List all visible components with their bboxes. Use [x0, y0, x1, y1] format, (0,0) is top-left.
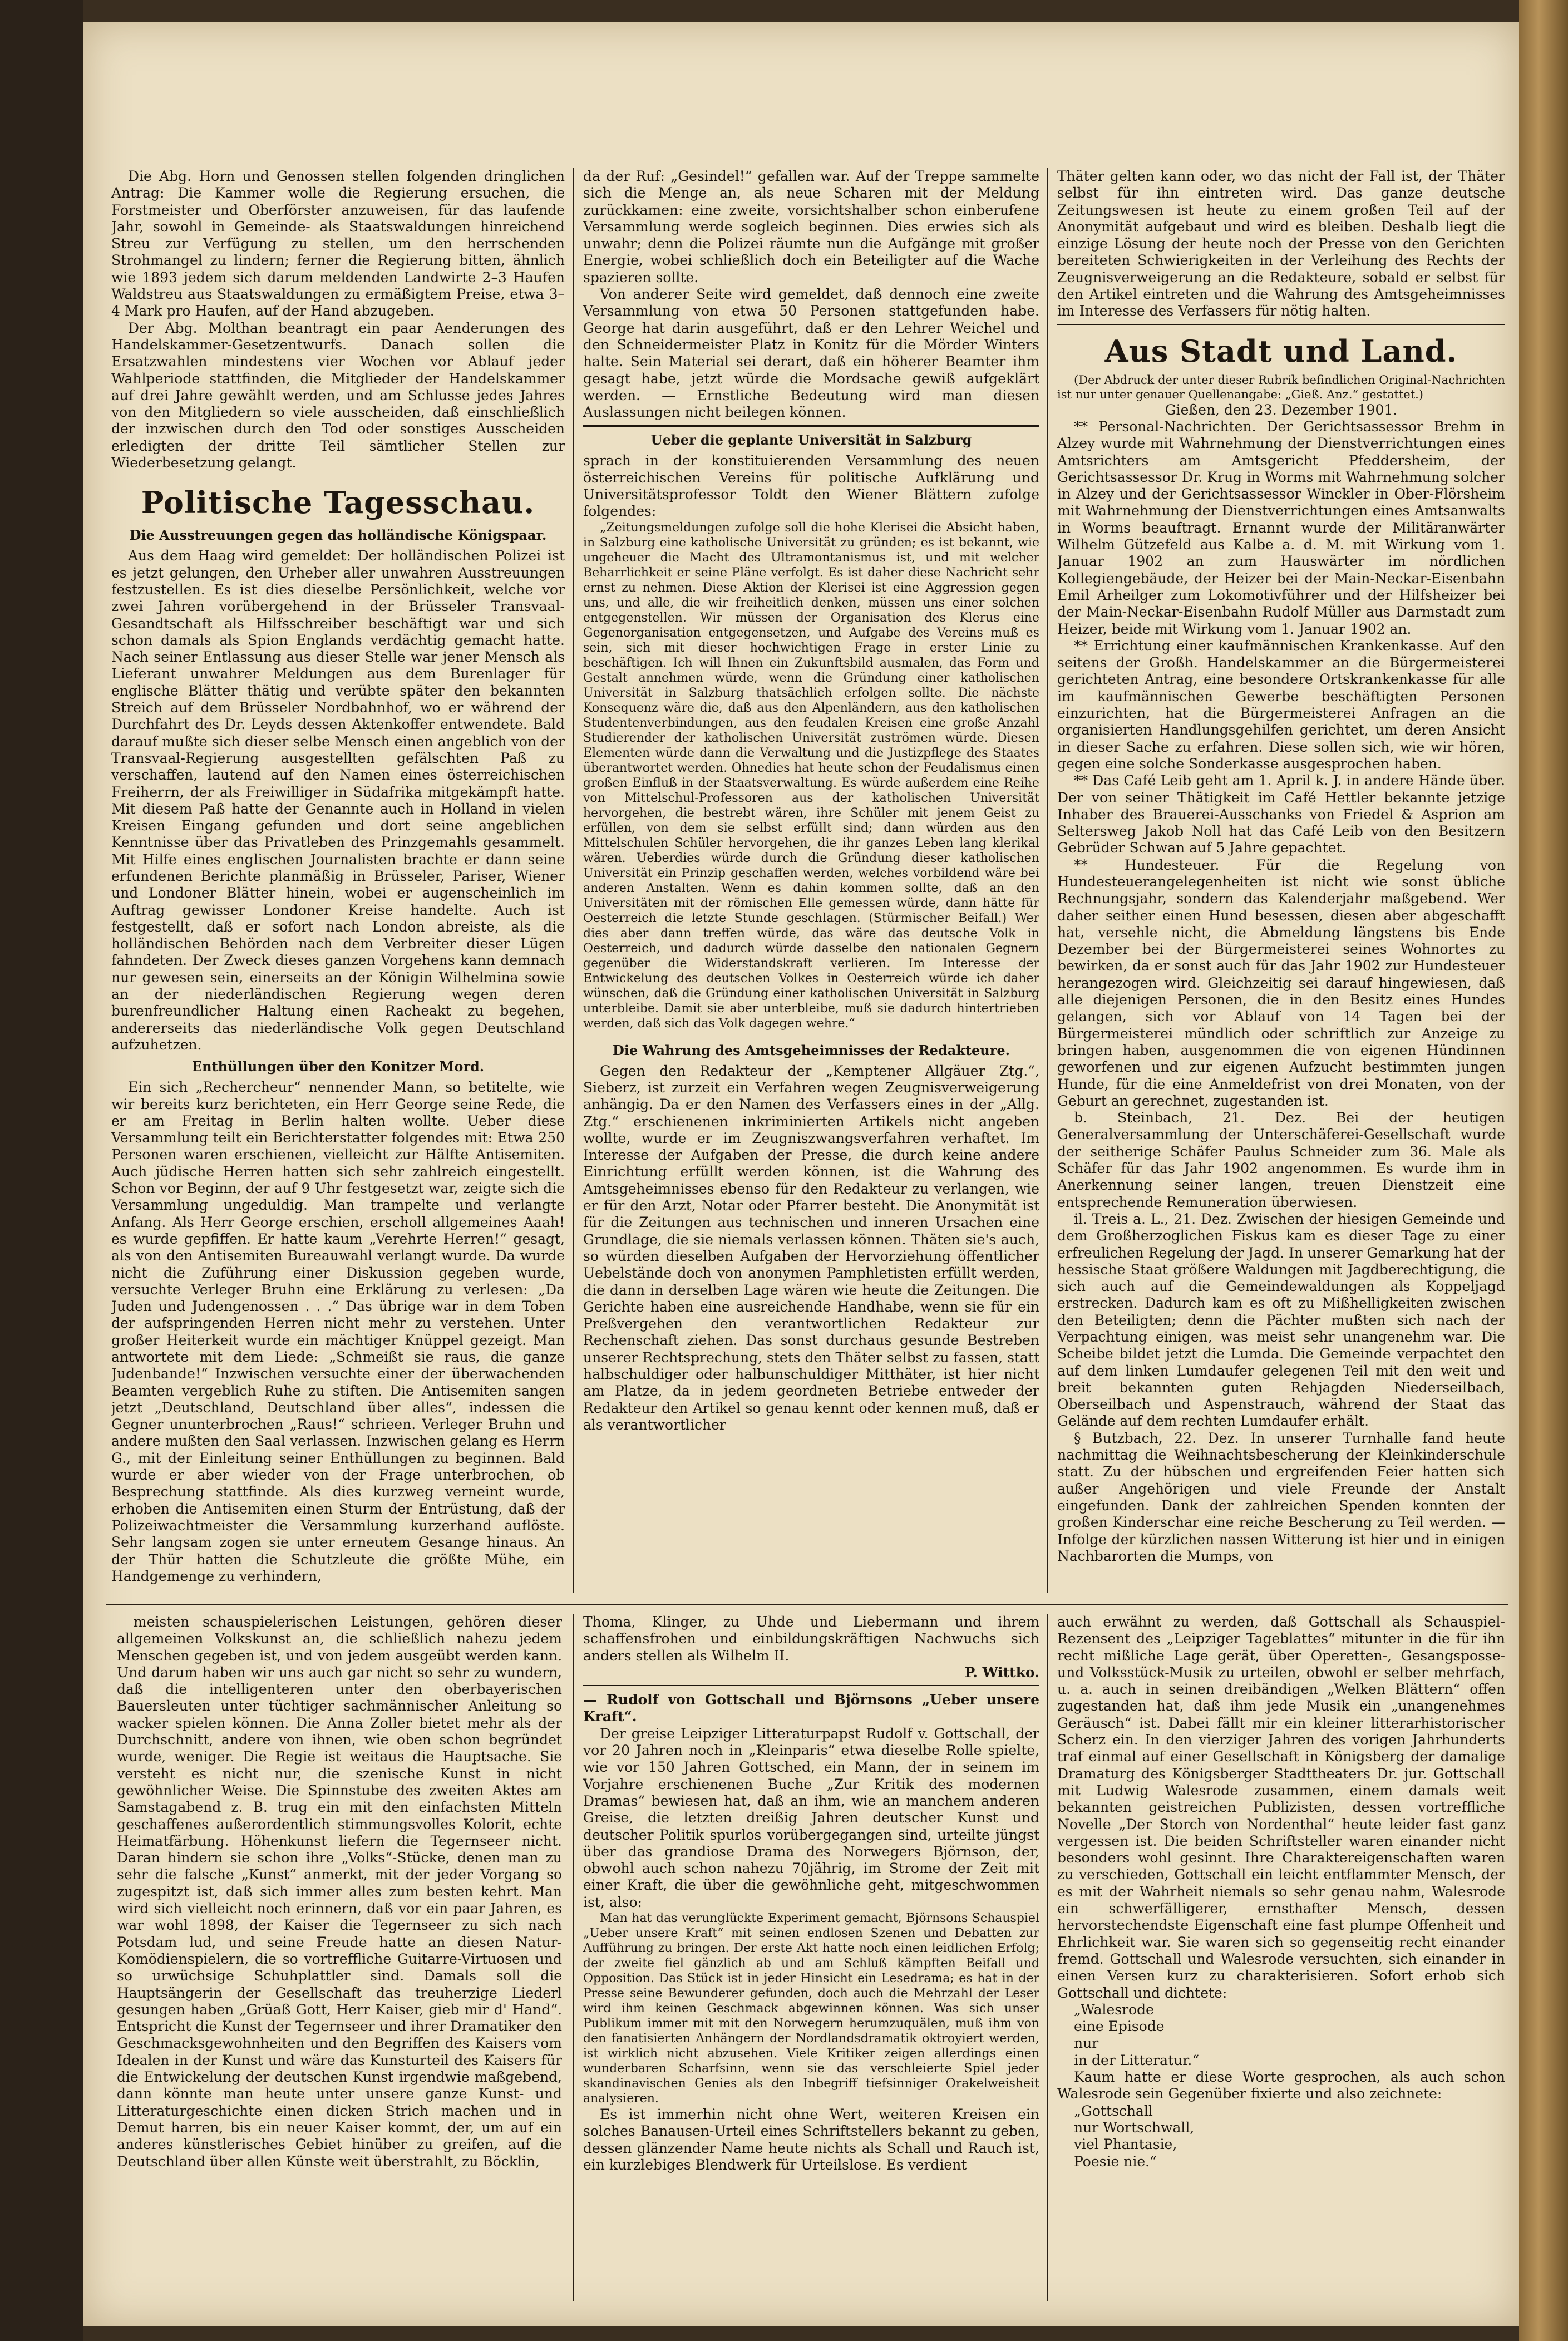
column-3 [1057, 168, 1505, 1593]
poem-line: nur [1074, 2035, 1099, 2052]
article-gottschall-body: Der greise Leipziger Litteraturpapst Rudolf v. Gottschall, der vor 20 Jahren noch in „Kleinparis“ etwa dieselbe Rolle spielte, wie vor 150 Jahren Gottsched, ein Mann, der in seinem im Vorjahre erschienenen Buche „Zur Kritik des modernen Dramas“ bewiesen hat, daß an ihm, wie an manchem anderen Greise, die letzten dreißig Jahren deutscher Kunst und deutscher Politik spurlos vorübergegangen sind, urteilte jüngst über das grandiose Drama des Norwegers Björnson, der, obwohl auch schon nahezu 70jährig, im Strome der Zeit mit einer Kraft, die über die gewöhnliche geht, mitgeschwommen ist, also: [583, 1725, 1039, 1910]
poem-walesrode [1057, 2002, 1505, 2069]
column-divider-2 [1047, 168, 1048, 1593]
article-konitzer-body: Ein sich „Rechercheur“ nennender Mann, so betitelte, wie wir bereits kurz berichteten, ein Herr George seine Rede, die er am Freitag in Berlin halten wollte. Ueber diese Versammlung teilt ein Berichterstatter folgendes mit: Etwa 250 Personen waren erschienen, vielleicht zur Hälfte Antisemiten. Auch jüdische Herren hatten sich sehr zahlreich eingestellt. Schon vor Beginn, der auf 9 Uhr festgesetzt war, zeigte sich die Versammlung ungeduldig. Man trampelte und verlangte Anfang. Als Herr George erschien, erscholl allgemeines Aaah! es wurde gepfiffen. Er hatte kaum „Verehrte Herren!“ gesagt, als von den Antisemiten Bureauwahl verlangt wurde. Da wurde nicht die Zuführung einer Diskussion gegeben wurde, versuchte Verleger Bruhn eine Erklärung zu verlesen: „Da Juden und Judengenossen . . .“ Das übrige war in dem Toben der aufspringenden Herren nicht mehr zu verstehen. Unter großer Heiterkeit wurde ein mächtiger Knüppel gezeigt. Man antwortete mit dem Liede: „Schmeißt sie raus, die ganze Judenbande!“ Inzwischen versuchte einer der überwachenden Beamten vergeblich Ruhe zu stiften. Die Antisemiten sangen jetzt „Deutschland, Deutschland über alles“, indessen die Gegner ununterbrochen „Raus!“ schrieen. Verleger Bruhn und andere mußten den Saal verlassen. Inzwischen gelang es Herrn G., mit der Einleitung seiner Enthüllungen zu beginnen. Bald wurde er aber wieder von der Frage unterbrochen, ob Besprechung stattfinde. Als dies kurzweg verneint wurde, erhoben die Antisemiten einen Sturm der Entrüstung, daß der Polizeiwachtmeister die Versammlung kurzerhand auflöste. Sehr langsam zogen sie unter erneutem Gesange hinaus. An der Thür hatten die Schutzleute die größte Mühe, ein Handgemenge zu verhindern, [111, 1079, 565, 1584]
article-heading-amtsgeheimnis: Die Wahrung des Amtsgeheimnisses der Redakteure. [613, 1042, 1010, 1058]
paragraph-konitzer-continued: da der Ruf: „Gesindel!“ gefallen war. Auf der Treppe sammelte sich die Menge an, als neue Scharen mit der Meldung zurückkamen: eine zweite, vorsichtshalber schon einberufene Versammlung werde sogleich beginnen. Dies erwies sich als unwahr; denn die Polizei räumte nun die Aufgänge mit großer Energie, wobei schließlich doch ein Beteiligter auf die Wache spazieren sollte. [583, 168, 1039, 285]
article-rule [583, 425, 1039, 427]
local-krankenkasse: ** Errichtung einer kaufmännischen Krankenkasse. Auf den seitens der Großh. Handelskammer an die Bürgermeisterei gerichteten Antrag, eine besondere Ortskrankenkasse für alle im kaufmännischen Gewerbe beschäftigten Personen einzurichten, hat die Bürgermeisterei Anfragen an die organisierten Handlungsgehilfen gerichtet, um deren Ansicht in dieser Sache zu erfahren. Diese sollen sich, wie wir hören, gegen eine solche Sonderkasse ausgesprochen haben. [1057, 637, 1505, 772]
article-rule [583, 1685, 1039, 1687]
background-left [0, 0, 83, 2341]
paragraph-horn-antrag: Die Abg. Horn und Genossen stellen folgenden dringlichen Antrag: Die Kammer wolle die Regierung ersuchen, die Forstmeister und Oberförster anzuweisen, für das laufende Jahr, sowohl in Gemeinde- als Staatswaldungen hinreichend Streu zur Verfügung zu stellen, um den herrschenden Strohmangel zu lindern; ferner die Regierung bitten, ähnlich wie 1893 jedem sich darum meldenden Landwirte 2–3 Haufen Waldstreu aus Staatswaldungen zu ermäßigtem Preise, etwa 3–4 Mark pro Haufen, auf der Hand abzugeben. [111, 168, 565, 319]
local-cafe-leib: ** Das Café Leib geht am 1. April k. J. in andere Hände über. Der von seiner Thätigkeit im Café Hettler bekannte jetzige Inhaber des Brauerei-Ausschanks von Friedel & Asprion am Seltersweg Jakob Noll hat das Café Leib von den Besitzern Gebrüder Schwan auf 5 Jahre gepachtet. [1057, 772, 1505, 856]
article-salzburg-intro: sprach in der konstituierenden Versammlung des neuen österreichischen Vereins für politische Aufklärung und Universitätsprofessor Toldt den Wiener Blättern zufolge folgendes: [583, 452, 1039, 520]
column-divider-1 [573, 168, 574, 1593]
paragraph-george-versammlung: Von anderer Seite wird gemeldet, daß dennoch eine zweite Versammlung von etwa 50 Personen stattgefunden habe. George hat darin ausgeführt, daß er den Lehrer Weichel und den Schneidermeister Platz in Konitz für die Mörder Winters halte. Sein Material sei derart, daß ein höherer Beamter ihm gesagt habe, jetzt würde die Mordsache gewiß aufgeklärt werden. — Ernstliche Bedeutung wird man diesen Auslassungen nicht beilegen können. [583, 286, 1039, 421]
feuilleton-tegernseer-end: Thoma, Klinger, zu Uhde und Liebermann und ihrem schaffensfrohen und einbildungskräftigen Nachwuchs sich anders stellen als Wilhelm II. [583, 1614, 1039, 1664]
poem-line: „Walesrode [1074, 2001, 1154, 2018]
feuilleton-tegernseer: meisten schauspielerischen Leistungen, gehören dieser allgemeinen Volkskunst an, die schließlich nahezu jedem Menschen gegeben ist, und von jedem ausgeübt werden kann. Und darum haben wir uns auch gar nicht so sehr zu wundern, daß die intelligenteren unter den oberbayerischen Bauersleuten unter tüchtiger sachmännischer Anleitung so wacker spielen können. Die Anna Zoller bietet mehr als der Durchschnitt, andere von ihnen, wie oben schon begründet wurde, weniger. Die Regie ist weitaus die Hauptsache. Sie versteht es nicht nur, die szenische Kunst in nicht gewöhnlicher Weise. Die Spinnstube des zweiten Aktes am Samstagabend z. B. trug ein mit den einfachsten Mitteln geschaffenes außerordentlich stimmungsvolles Kolorit, echte Heimatfärbung. Höhenkunst liefern die Tegernseer nicht. Daran hindern sie schon ihre „Volks“-Stücke, denen man zu sehr die falsche „Kunst“ anmerkt, mit der jeder Vorgang so zugespitzt ist, daß sich immer alles zum besten kehrt. Man wird sich vielleicht noch erinnern, daß vor ein paar Jahren, es war wohl 1898, der Kaiser die Tegernseer zu sich nach Potsdam lud, und seine Freude hatte an diesen Natur-Komödienspielern, die so vortreffliche Guitarre-Virtuosen und so urwüchsige Schuhplattler sind. Damals soll die Hauptsängerin der Gesellschaft das treuherzige Liederl gesungen haben „Grüaß Gott, Herr Kaiser, gieb mir d' Hand“. Entspricht die Kunst der Tegernseer und ihrer Dramatiker den Geschmacksgewohnheiten und den Begriffen des Kaisers vom Idealen in der Kunst und wäre das Kunsturteil des Kaisers für die Entwickelung der deutschen Kunst irgendwie maßgebend, dann könnte man heute unter unsere ganze Kunst- und Litteraturgeschichte einen dicken Strich machen und in Demut harren, bis ein neuer Kaiser kommt, der, um auf ein anderes künstlerisches Gebiet hinüber zu greifen, auf die Deutschland über allen Künste weit überstrahlt, zu Böcklin, [117, 1614, 562, 2170]
article-gottschall-reply-intro: Kaum hatte er diese Worte gesprochen, als auch schon Walesrode sein Gegenüber fixierte und also zeichnete: [1057, 2069, 1505, 2102]
page-edge [1519, 0, 1568, 2341]
local-hundesteuer: ** Hundesteuer. Für die Regelung von Hundesteuerangelegenheiten ist nicht wie sonst übliche Rechnungsjahr, sondern das Kalenderjahr maßgebend. Wer daher seither einen Hund besessen, diesen aber abgeschafft hat, versehle nicht, die Abmeldung längstens bis Ende Dezember bei der Bürgermeisterei seines Wohnortes zu bewirken, da er sonst auch für das Jahr 1902 zur Hundesteuer herangezogen wird. Gleichzeitig sei darauf hingewiesen, daß alle diejenigen Personen, die in den Besitz eines Hundes gelangen, sich vor Ablauf von 14 Tagen bei der Bürgermeisterei mündlich oder schriftlich zur Anzeige zu bringen haben, ausgenommen die von eigenen Hündinnen geworfenen und zur eigenen Aufzucht bestimmten jungen Hunde, für die eine Anmeldefrist von drei Monaten, von der Geburt an gerechnet, zugestanden ist. [1057, 856, 1505, 1109]
paragraph-molthan: Der Abg. Molthan beantragt ein paar Aenderungen des Handelskammer-Gesetzentwurfs. Danach sollen die Ersatzwahlen mindestens vier Wochen vor Ablauf jeder Wahlperiode stattfinden, die Mitglieder der Handelskammer auf drei Jahre gewählt werden, und am Schlusse jedes Jahres von den Mitgliedern so viele ausscheiden, daß einschließlich der inzwischen durch den Tod oder sonstiges Ausscheiden erledigten der dritte Teil sämtlicher Stellen zur Wiederbesetzung gelangt. [111, 319, 565, 471]
poem-line: nur Wortschwall, [1074, 2119, 1195, 2136]
local-treis: il. Treis a. L., 21. Dez. Zwischen der hiesigen Gemeinde und dem Großherzoglichen Fiskus kam es dieser Tage zu einer erfreulichen Regelung der Jagd. In unserer Gemarkung hat der hessische Staat größere Waldungen mit Jagdberechtigung, die sich auch auf die Gemeindewaldungen als Koppeljagd erstrecken. Dadurch kam es oft zu Mißhelligkeiten zwischen den Beteiligten; denn die Pächter mußten sich nach der Verpachtung einigen, was meist sehr unangenehm war. Die Scheibe bildet jetzt die Lumda. Die Gemeinde verpachtet den auf dem linken Lumdaufer gelegenen Teil mit den weit und breit bekannten guten Rehjagden Niederseilbach, Oberseilbach und Aspenstrauch, während der Staat das Gelände auf dem rechten Lumdaufer erhält. [1057, 1210, 1505, 1430]
local-steinbach: b. Steinbach, 21. Dez. Bei der heutigen Generalversammlung der Unterschäferei-Gesellschaft wurde der seitherige Schäfer Paulus Schneider zum 36. Male als Schäfer für das Jahr 1902 angenommen. Es wurde ihm in Anerkennung seiner langen, treuen Dienstzeit eine entsprechende Remuneration überwiesen. [1057, 1110, 1505, 1210]
local-butzbach: § Butzbach, 22. Dez. In unserer Turnhalle fand heute nachmittag die Weihnachtsbescherung der Kleinkinderschule statt. Zu der hübschen und ergreifenden Feier hatten sich außer Angehörigen und viele Freunde der Anstalt eingefunden. Dank der zahlreichen Spenden konnten der großen Kinderschar eine reiche Bescherung zu Teil werden. — Infolge der kürzlichen nassen Witterung ist hier und in einigen Nachbarorten die Mumps, von [1057, 1430, 1505, 1564]
column-1 [111, 168, 565, 1593]
poem-line: viel Phantasie, [1074, 2136, 1177, 2153]
feuilleton-divider-1 [573, 1614, 574, 2301]
section-rule [1057, 324, 1505, 326]
article-koenigspaar-body: Aus dem Haag wird gemeldet: Der holländischen Polizei ist es jetzt gelungen, den Urheber aller unwahren Ausstreuungen festzustellen. Es ist dies dieselbe Persönlichkeit, welche vor zwei Jahren vorübergehend in der Brüsseler Transvaal-Gesandtschaft als Hilfsschreiber beschäftigt war und sich schon damals als Spion Englands verdächtig gemacht hatte. Nach seiner Entlassung aus dieser Stelle war jener Mensch als Lieferant unwahrer Meldungen aus dem Burenlager für englische Blätter thätig und verübte später den bekannten Streich auf dem Brüsseler Nordbahnhof, wo er während der Durchfahrt des Dr. Leyds dessen Aktenkoffer entwendete. Bald darauf mußte sich dieser selbe Mensch einen angeblich von der Transvaal-Regierung ausgestellten gefälschten Paß zu verschaffen, lautend auf den Namen eines österreichischen Freiherrn, der als Freiwilliger in Südafrika mitgekämpft hatte. Mit diesem Paß hatte der Genannte auch in Holland in vielen Kreisen Eingang gefunden und dort seine angeblichen Kenntnisse über das Privatleben des Prinzgemahls gesammelt. Mit Hilfe eines englischen Journalisten brachte er dann seine erfundenen Berichte planmäßig in Brüsseler, Pariser, Wiener und Londoner Blätter hinein, wobei er augenscheinlich im Auftrag gewisser Londoner Kreise handelte. Auch ist festgestellt, daß er sofort nach London abreiste, als die holländischen Behörden nach dem Verbreiter dieser Lügen fahndeten. Der Zweck dieses ganzen Vorgehens kann demnach nur gewesen sein, einerseits an der Königin Wilhelmina sowie an der niederländischen Regierung wegen deren burenfreundlicher Haltung einen Racheakt zu begehen, andererseits das niederländische Volk gegen Deutschland aufzuhetzen. [111, 548, 565, 1053]
article-gottschall-end: Es ist immerhin nicht ohne Wert, weiteren Kreisen ein solches Banausen-Urteil eines Schriftstellers bekannt zu geben, dessen glänzender Name heute nichts als Schall und Rauch ist, ein kurzlebiges Blendwerk für Urteilslose. Es verdient [583, 2106, 1039, 2173]
feuilleton-column-3 [1057, 1614, 1505, 2301]
feuilleton-divider-2 [1047, 1614, 1048, 2301]
section-rule [111, 476, 565, 477]
feuilleton-divider [106, 1603, 1508, 1605]
poem-line: in der Litteratur.“ [1074, 2052, 1200, 2068]
author-signature: P. Wittko. [964, 1664, 1039, 1680]
poem-gottschall [1057, 2103, 1505, 2170]
article-salzburg-quote: „Zeitungsmeldungen zufolge soll die hohe Klerisei die Absicht haben, in Salzburg eine katholische Universität zu gründen; es ist bekannt, wie ungeheuer die Macht des Ultramontanismus ist, und mit welcher Beharrlichkeit er seine Pläne verfolgt. Es ist daher diese Nachricht sehr ernst zu nehmen. Diese Aktion der Klerisei ist eine Aggression gegen uns, und alle, die wir freiheitlich denken, müssen uns einer solchen entgegenstellen. Wir müssen der Organisation des Klerus eine Gegenorganisation entgegensetzen, und Aufgabe des Vereins muß es sein, sich mit dieser hochwichtigen Frage in erster Linie zu beschäftigen. Ich will Ihnen ein Zukunftsbild ausmalen, das Form und Gestalt annehmen würde, wenn die Gründung einer katholischen Universität in Salzburg thatsächlich erfolgen sollte. Die nächste Konsequenz wäre die, daß aus den Alpenländern, aus den katholischen Studentenverbindungen, aus den feudalen Kreisen eine große Anzahl Studierender der katholischen Universität zuströmen würde. Diesen Elementen würde dann die Verwaltung und die Justizpflege des Staates überantwortet werden. Ohnedies hat heute schon der Feudalismus einen großen Einfluß in der Staatsverwaltung. Es würde außerdem eine Reihe von Mittelschul-Professoren aus der katholischen Universität hervorgehen, die bestrebt wären, ihre Schüler mit jenem Geist zu erfüllen, von dem sie selbst erfüllt sind; dann würden aus den Mittelschulen Schüler hervorgehen, die ihr ganzes Leben lang klerikal wären. Ueberdies würde durch die Gründung dieser katholischen Universität ein Prinzip geschaffen werden, welches vorbildend wäre bei anderen Anstalten. Wenn es dahin kommen sollte, daß an den Universitäten mit der römischen Elle gemessen würde, dann hätte für Oesterreich die letzte Stunde geschlagen. (Stürmischer Beifall.) Wer dies aber dann treffen würde, das wäre das deutsche Volk in Oesterreich, und dadurch würde dasselbe den nationalen Gegnern gegenüber die Widerstandskraft verlieren. Im Interesse der Entwickelung des deutschen Volkes in Oesterreich würde ich daher wünschen, daß die Gründung einer katholischen Universität in Salzburg unterbleibe. Damit sie aber unterbleibe, muß sie dadurch hintertrieben werden, daß sich das Volk dagegen wehre.“ [583, 520, 1039, 1031]
paragraph-amtsgeheimnis-continued: Thäter gelten kann oder, wo das nicht der Fall ist, der Thäter selbst für ihn eintreten wird. Das ganze deutsche Zeitungswesen ist heute zu einem großen Teil auf der Anonymität aufgebaut und wird es bleiben. Deshalb liegt die einzige Lösung der heute noch der Presse von den Gerichten bereiteten Schwierigkeiten in der Verleihung des Rechts der Zeugnisverweigerung an die Redakteure, sobald er selbst für den Artikel eintreten und die Wahrung des Amtsgeheimnisses im Interesse des Verfassers für nötig halten. [1057, 168, 1505, 319]
article-gottschall-continued: auch erwähnt zu werden, daß Gottschall als Schauspiel-Rezensent des „Leipziger Tageblattes“ mitunter in die für ihn recht mißliche Lage gerät, über Operetten-, Gesangsposse- und Volksstück-Musik zu urteilen, obwohl er selber mehrfach, u. a. auch in seinen dreibändigen „Welken Blättern“ offen zugestanden hat, daß ihm jede Musik ein „unangenehmes Geräusch“ ist. Dabei fällt mir ein kleiner litterarhistorischer Scherz ein. In den vierziger Jahren des vorigen Jahrhunderts traf einmal auf einer Gesellschaft in Königsberg der damalige Dramaturg des Königsberger Stadttheaters Dr. jur. Gottschall mit Ludwig Walesrode zusammen, einem damals weit bekannten geistreichen Publizisten, dessen vortreffliche Novelle „Der Storch von Nordenthal“ heute leider fast ganz vergessen ist. Die beiden Schriftsteller waren einander nicht besonders wohl gesinnt. Ihre Charaktereigenschaften waren zu verschieden, Gottschall ein leicht entflammter Mensch, der es mit der Wahrheit niemals so sehr genau nahm, Walesrode ein schwerfälligerer, ernsthafter Mensch, dessen hervorstechendste Eigenschaft eine fast plumpe Offenheit und Ehrlichkeit war. Sie waren sich so gegenseitig recht einander fremd. Gottschall und Walesrode versuchten, sich einander in einen Versen kurz zu charakterisieren. Sofort erhob sich Gottschall und dichtete: [1057, 1614, 1505, 2001]
article-heading-salzburg: Ueber die geplante Universität in Salzburg [650, 432, 972, 449]
poem-line: Poesie nie.“ [1074, 2153, 1157, 2170]
article-heading-gottschall: — Rudolf von Gottschall und Björnsons „Ueber unsere Kraft“. [583, 1692, 1039, 1725]
article-gottschall-quote: Man hat das verunglückte Experiment gemacht, Björnsons Schauspiel „Ueber unsere Kraft“ mit seinen endlosen Szenen und Debatten zur Aufführung zu bringen. Der erste Akt hatte noch einen leidlichen Erfolg; der zweite fiel gänzlich ab und am Schluß kämpften Beifall und Opposition. Das Stück ist in jeder Hinsicht ein Lesedrama; es hat in der Presse seine Bewunderer gefunden, doch auch die Mehrzahl der Leser wird ihm keinen Geschmack abgewinnen können. Was sich unser Publikum immer mit mit den Norwegern herumzuquälen, muß ihm von den fanatisierten Anhängern der Nordlandsdramatik oktroyiert werden, ist wirklich nicht abzusehen. Viele Kritiker zeigen allerdings einen wunderbaren Scharfsinn, wenn sie das verschleierte Spiel jeder skandinavischen Genies als den Inbegriff tiefsinniger Orakelweisheit analysieren. [583, 1911, 1039, 2106]
local-personal-nachrichten: ** Personal-Nachrichten. Der Gerichtsassessor Brehm in Alzey wurde mit Wahrnehmung der Dienstverrichtungen eines Amtsrichters am Amtsgericht Pfeddersheim, der Gerichtsassessor Dr. Krug in Worms mit Wahrnehmung solcher in Alzey und der Gerichtsassessor Winckler in Ober-Flörsheim mit Wahrnehmung der Dienstverrichtungen eines Amtsanwalts in Worms beauftragt. Ernannt wurde der Militäranwärter Wilhelm Gützefeld aus Kalbe a. d. M. mit Wirkung vom 1. Januar 1902 an zum Hauswärter im nördlichen Kollegiengebäude, der Heizer bei der Main-Neckar-Eisenbahn Emil Arheilger zum Lokomotivführer und der Hilfsheizer bei der Main-Neckar-Eisenbahn Rudolf Müller aus Darmstadt zum Heizer, beide mit Wirkung vom 1. Januar 1902 an. [1057, 418, 1505, 637]
feuilleton-column-1 [117, 1614, 562, 2301]
article-amtsgeheimnis-body: Gegen den Redakteur der „Kemptener Allgäuer Ztg.“, Sieberz, ist zurzeit ein Verfahren wegen Zeugnisverweigerung anhängig. Da er den Namen des Verfassers eines in der „Allg. Ztg.“ erschienenen inkriminierten Artikels nicht angeben wollte, wurde er im Zeugniszwangsverfahren verhaftet. Im Interesse der Aufgaben der Presse, die durch keine andere Einrichtung erfüllt werden können, ist die Wahrung des Amtsgeheimnisses ebenso für den Redakteur zu verlangen, wie er für den Arzt, Notar oder Pfarrer besteht. Die Anonymität ist für die Zeitungen aus technischen und inneren Ursachen eine Grundlage, die sie niemals verlassen können. Thäten sie's auch, so würden dieselben Aufgaben der Hervorziehung öffentlicher Uebelstände doch von anonymen Pamphletisten erfüllt werden, die dann in derselben Lage wären wie heute die Zeitungen. Die Gerichte haben eine ausreichende Handhabe, wenn sie für ein Preßvergehen den verantwortlichen Redakteur zur Rechenschaft ziehen. Das sonst durchaus gesunde Bestreben unserer Rechtsprechung, stets den Thäter selbst zu fassen, statt halbschuldiger oder halbunschuldiger Mitthäter, ist hier nicht am Platze, da in jedem geordneten Betriebe entweder der Redakteur den Artikel so genau kennt oder kennen muß, daß er als verantwortlicher [583, 1062, 1039, 1433]
section-heading-aus-stadt-und-land: Aus Stadt und Land. [1104, 333, 1458, 369]
dateline: Gießen, den 23. Dezember 1901. [1165, 401, 1398, 418]
column-2 [583, 168, 1039, 1593]
article-rule [583, 1036, 1039, 1037]
poem-line: eine Episode [1074, 2018, 1165, 2035]
article-heading-koenigspaar: Die Ausstreuungen gegen das holländische Königspaar. [129, 527, 547, 544]
feuilleton-column-2 [583, 1614, 1039, 2301]
poem-line: „Gottschall [1074, 2102, 1153, 2119]
reprint-note: (Der Abdruck der unter dieser Rubrik befindlichen Original-Nachrichten ist nur unter genauer Quellenangabe: „Gieß. Anz.“ gestattet.) [1057, 373, 1505, 401]
article-heading-konitzer-mord: Enthüllungen über den Konitzer Mord. [191, 1058, 485, 1075]
newspaper-page [83, 22, 1519, 2326]
section-heading-politische-tagesschau: Politische Tagesschau. [141, 485, 535, 521]
